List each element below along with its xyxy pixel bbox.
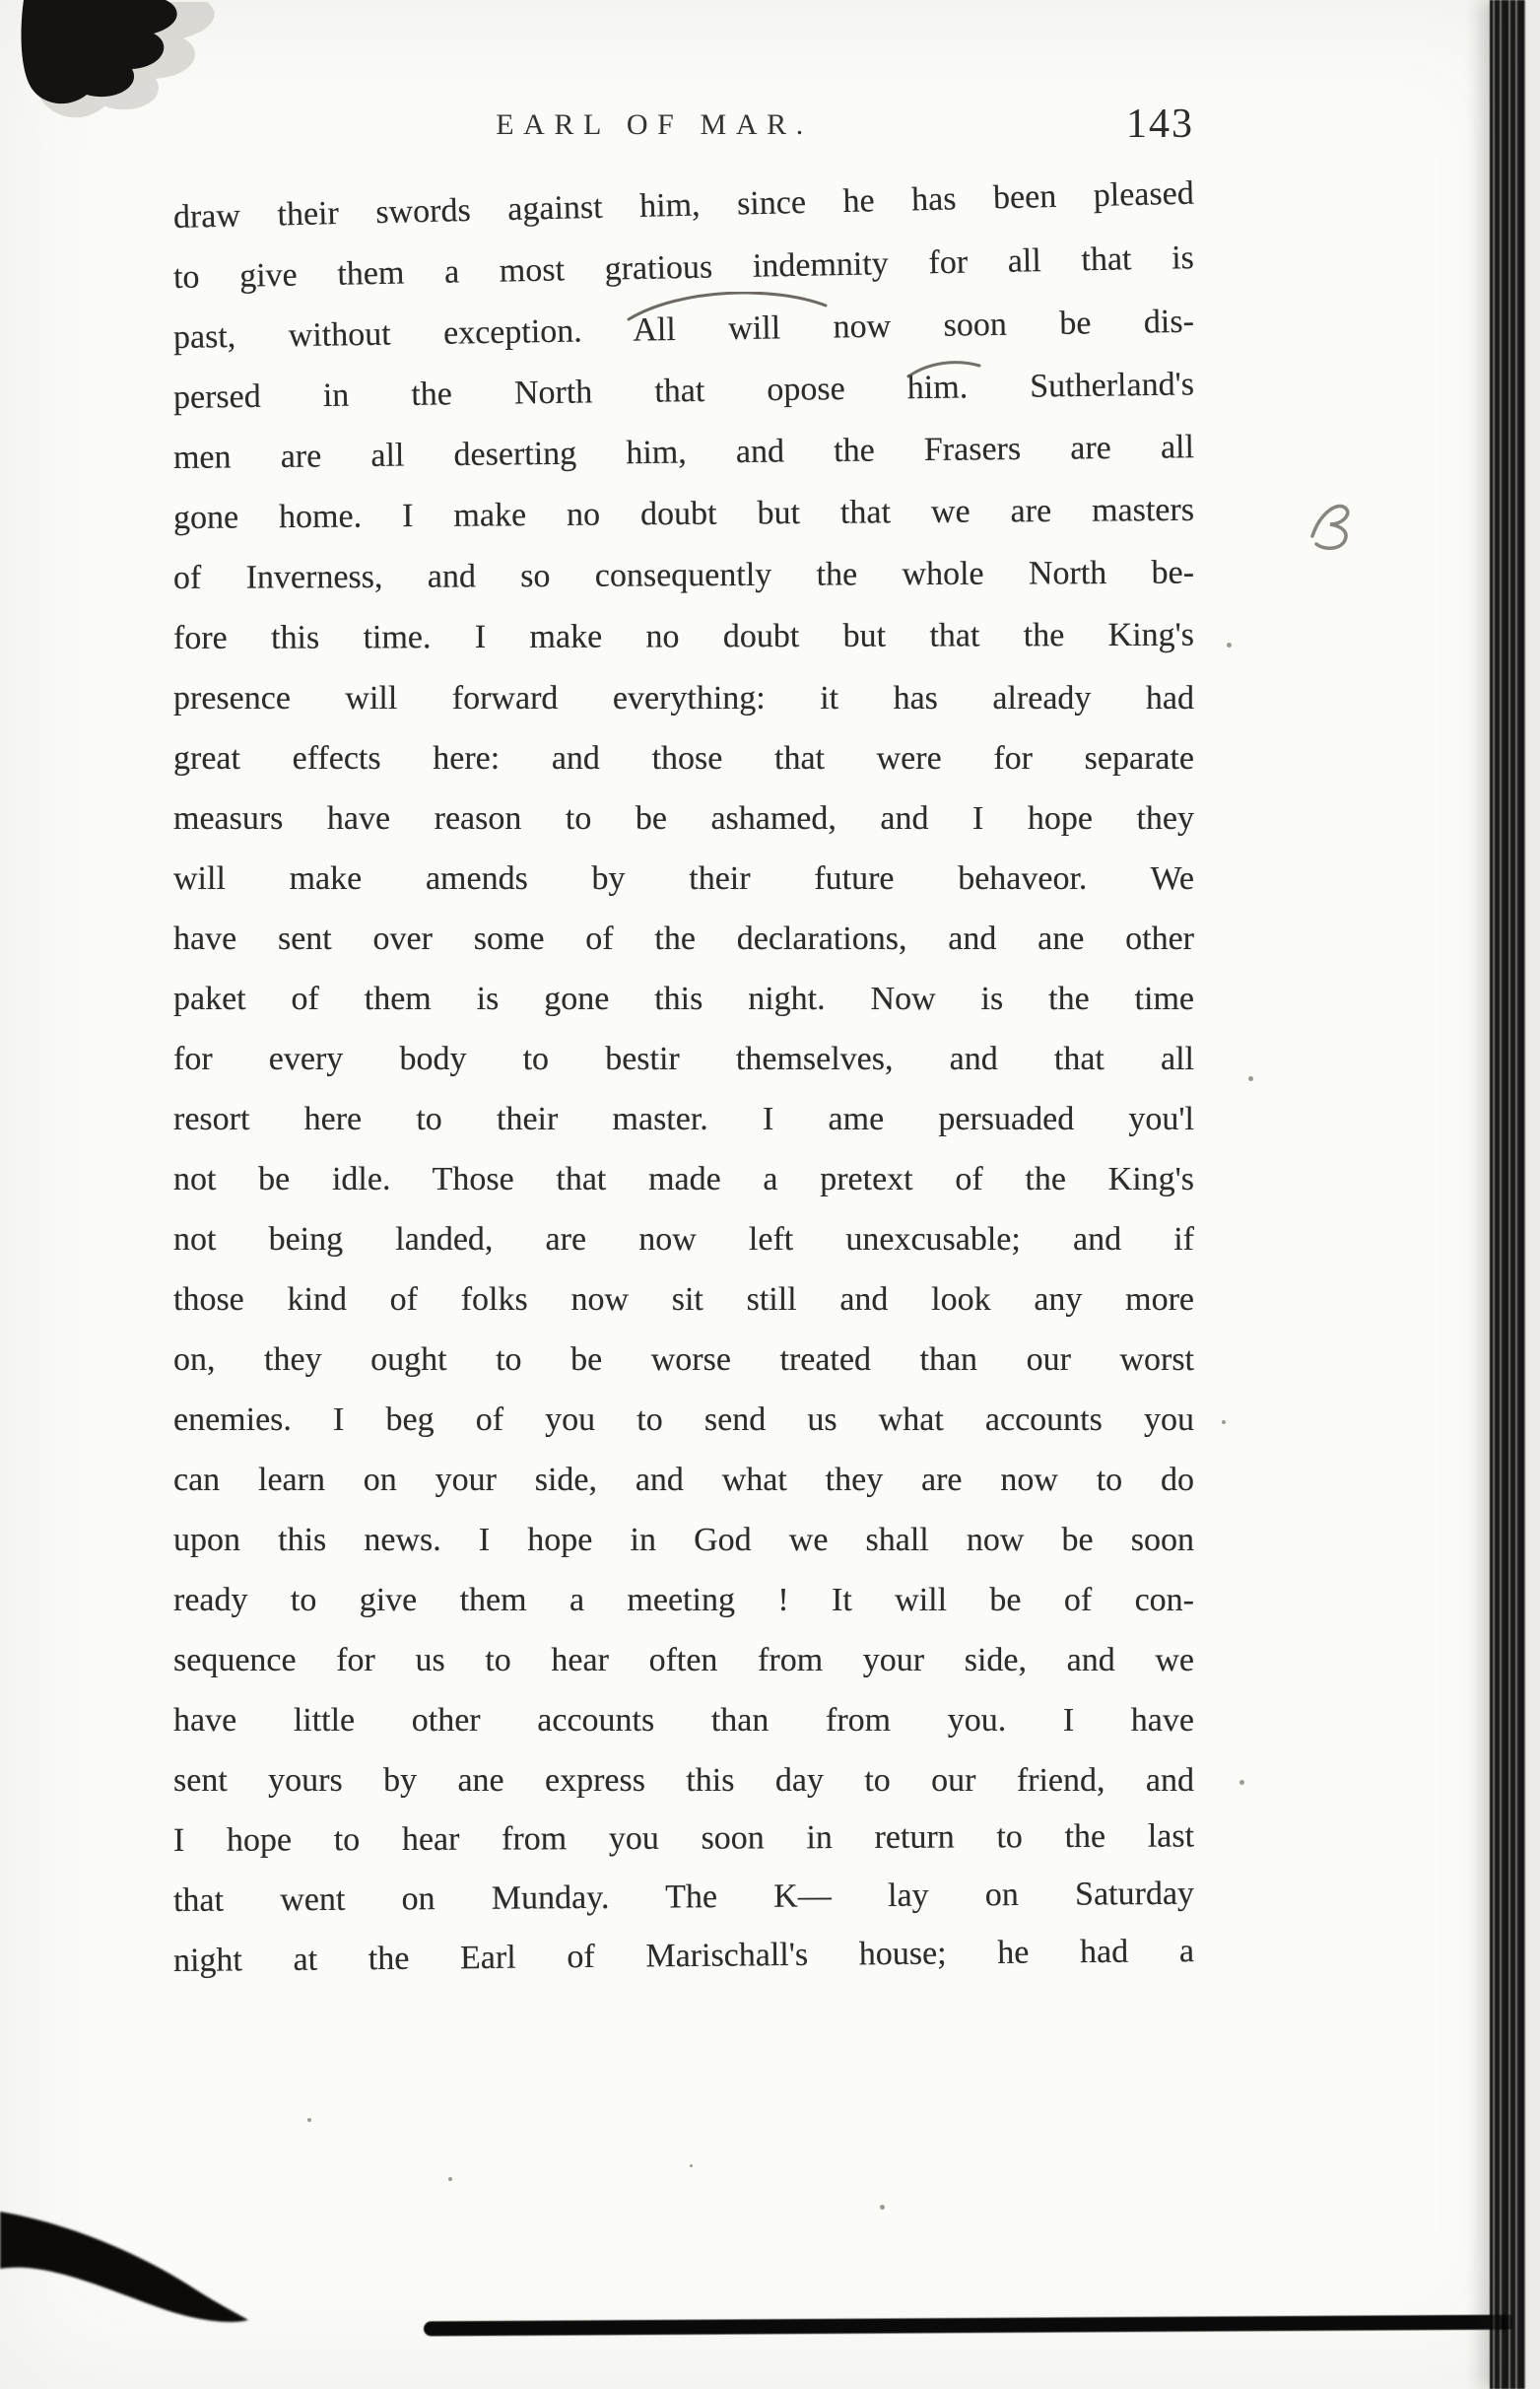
text-line: to give them a most gratious indemnity for all that is	[172, 239, 1195, 296]
ink-stroke-over-text	[904, 355, 983, 384]
dust-speck	[1227, 643, 1232, 648]
dust-speck	[1248, 1076, 1253, 1081]
page-number: 143	[1126, 102, 1194, 147]
scan-artifact-top-left	[18, 0, 215, 168]
text-line: gone home. I make no doubt but that we are masters	[172, 491, 1195, 536]
body-text	[172, 174, 1195, 1991]
text-line: measurs have reason to be ashamed, and I hope they	[173, 800, 1194, 837]
text-line: have sent over some of the declarations, and ane other	[173, 921, 1194, 957]
dust-speck	[448, 2177, 452, 2181]
text-line: have little other accounts than from you. I have	[173, 1702, 1194, 1739]
page-header	[173, 102, 1194, 160]
text-line: for every body to bestir themselves, and that all	[173, 1041, 1194, 1077]
text-line: not be idle. Those that made a pretext of the King's	[173, 1161, 1194, 1197]
scan-artifact-bottom-left	[0, 2206, 256, 2334]
text-line: that went on Munday. The K— lay on Saturday	[172, 1875, 1195, 1919]
page-stack-edge	[1524, 0, 1540, 2389]
text-line: sequence for us to hear often from your side, and we	[173, 1642, 1194, 1678]
dust-speck	[1222, 1420, 1226, 1424]
scan-artifact-bottom-bar	[424, 2315, 1512, 2337]
text-line: fore this time. I make no doubt but that the King's	[172, 616, 1195, 656]
text-line: will make amends by their future behaveor. We	[173, 860, 1194, 897]
text-line: draw their swords against him, since he has been pleased	[172, 174, 1195, 236]
text-line: enemies. I beg of you to send us what accounts you	[173, 1401, 1194, 1438]
dust-speck	[690, 2164, 693, 2167]
text-line: I hope to hear from you soon in return to the last	[172, 1817, 1195, 1859]
dust-speck	[307, 2118, 311, 2122]
text-line: resort here to their master. I ame persuaded you'l	[173, 1101, 1194, 1137]
text-line: night at the Earl of Marischall's house; he had a	[172, 1933, 1195, 1979]
text-line: presence will forward everything: it has already had	[173, 680, 1194, 717]
text-line: upon this news. I hope in God we shall now be soon	[173, 1522, 1194, 1558]
text-line: sent yours by ane express this day to our friend, and	[173, 1762, 1194, 1799]
text-line: past, without exception. All will now soon be dis-	[172, 303, 1195, 356]
text-line: great effects here: and those that were for separate	[173, 740, 1194, 777]
text-line: ready to give them a meeting ! It will be of con-	[173, 1582, 1194, 1618]
book-binding-edge	[1490, 0, 1525, 2389]
running-title: EARL OF MAR.	[496, 108, 813, 141]
dust-speck	[880, 2205, 885, 2210]
margin-pen-mark	[1303, 493, 1362, 562]
text-line: not being landed, are now left unexcusable; and if	[173, 1221, 1194, 1258]
dust-speck	[1239, 1780, 1244, 1785]
text-line: men are all deserting him, and the Frasers are all	[172, 429, 1195, 476]
text-line: can learn on your side, and what they are now to do	[173, 1462, 1194, 1498]
ink-swash-over-text	[627, 292, 829, 331]
text-line: those kind of folks now sit still and look any more	[173, 1281, 1194, 1318]
text-line: of Inverness, and so consequently the whole North be-	[172, 554, 1195, 596]
text-line: persed in the North that opose him. Sutherland's	[172, 366, 1195, 416]
text-line: on, they ought to be worse treated than our worst	[173, 1341, 1194, 1378]
text-line: paket of them is gone this night. Now is the time	[173, 981, 1194, 1017]
